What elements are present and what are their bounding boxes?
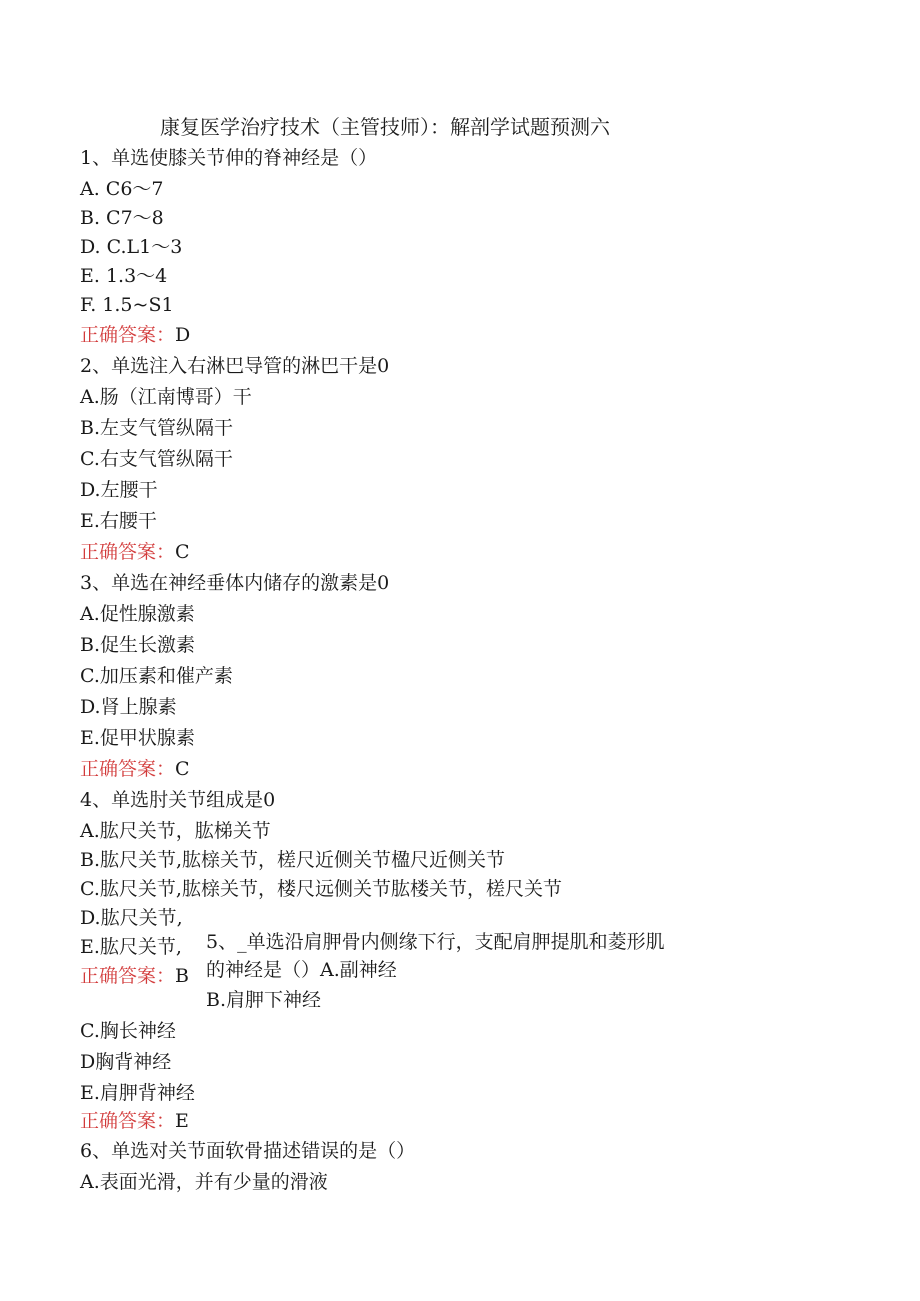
answer-value: B xyxy=(175,965,189,987)
question-4-option-b: B.肱尺关节,肱榇关节，槎尺近侧关节楹尺近侧关节 xyxy=(80,849,506,871)
question-3-option-d: D.肾上腺素 xyxy=(80,696,177,718)
question-1-option-a: A. C6～7 xyxy=(80,178,164,200)
answer-value: C xyxy=(175,541,190,563)
question-1-option-d: D. C.L1～3 xyxy=(80,236,183,258)
question-2-option-d: D.左腰干 xyxy=(80,479,158,501)
question-2-answer xyxy=(80,540,190,564)
question-1-option-e: E. 1.3～4 xyxy=(80,265,168,287)
question-4-stem: 4、单选肘关节组成是0 xyxy=(80,789,276,811)
answer-label: 正确答案： xyxy=(80,758,176,780)
question-3-option-c: C.加压素和催产素 xyxy=(80,665,233,687)
question-1-option-b: B. C7～8 xyxy=(80,207,164,229)
question-3-option-a: A.促性腺激素 xyxy=(80,603,195,625)
question-2-option-c: C.右支气管纵隔干 xyxy=(80,448,233,470)
question-5-stem-line-2: 的神经是（）A.副神经 xyxy=(206,959,397,981)
answer-label: 正确答案： xyxy=(80,324,176,346)
question-3-answer xyxy=(80,757,190,781)
question-1-stem: 1、单选使膝关节伸的脊神经是（） xyxy=(80,147,378,169)
document-title: 康复医学治疗技术（主管技师）：解剖学试题预测六 xyxy=(160,115,610,139)
question-5-option-e: E.肩胛背神经 xyxy=(80,1082,195,1104)
question-3-option-b: B.促生长激素 xyxy=(80,634,196,656)
question-1-answer xyxy=(80,323,190,347)
question-4-option-d: D.肱尺关节, xyxy=(80,907,183,929)
question-3-option-e: E.促甲状腺素 xyxy=(80,727,195,749)
answer-value: C xyxy=(175,758,190,780)
answer-label: 正确答案： xyxy=(80,965,176,987)
answer-label: 正确答案： xyxy=(80,1110,176,1132)
question-6-option-a: A.表面光滑，并有少量的滑液 xyxy=(80,1171,328,1193)
question-4-answer xyxy=(80,964,189,988)
question-4-option-c: C.肱尺关节,肱榇关节，楼尺远侧关节肱楼关节，槎尺关节 xyxy=(80,878,562,900)
question-2-stem: 2、单选注入右淋巴导管的淋巴干是0 xyxy=(80,355,390,377)
answer-label: 正确答案： xyxy=(80,541,176,563)
question-2-option-a: A.肠（江南博哥）干 xyxy=(80,386,252,408)
answer-value: E xyxy=(175,1110,189,1132)
question-5-option-d: D胸背神经 xyxy=(80,1051,172,1073)
question-5-option-b: B.肩胛下神经 xyxy=(206,989,322,1011)
question-6-stem: 6、单选对关节面软骨描述错误的是（） xyxy=(80,1140,416,1162)
question-4-option-a: A.肱尺关节，肱梯关节 xyxy=(80,820,271,842)
question-2-option-b: B.左支气管纵隔干 xyxy=(80,417,234,439)
question-5-answer xyxy=(80,1109,189,1133)
question-1-option-f: F. 1.5~S1 xyxy=(80,294,174,316)
question-5-option-c: C.胸长神经 xyxy=(80,1020,176,1042)
question-5-stem-line-1: 5、_单选沿肩胛骨内侧缘下行，支配肩胛提肌和菱形肌 xyxy=(206,931,665,953)
question-4-option-e: E.肱尺关节, xyxy=(80,936,182,958)
answer-value: D xyxy=(175,324,191,346)
question-3-stem: 3、单选在神经垂体内储存的激素是0 xyxy=(80,572,390,594)
question-2-option-e: E.右腰干 xyxy=(80,510,157,532)
